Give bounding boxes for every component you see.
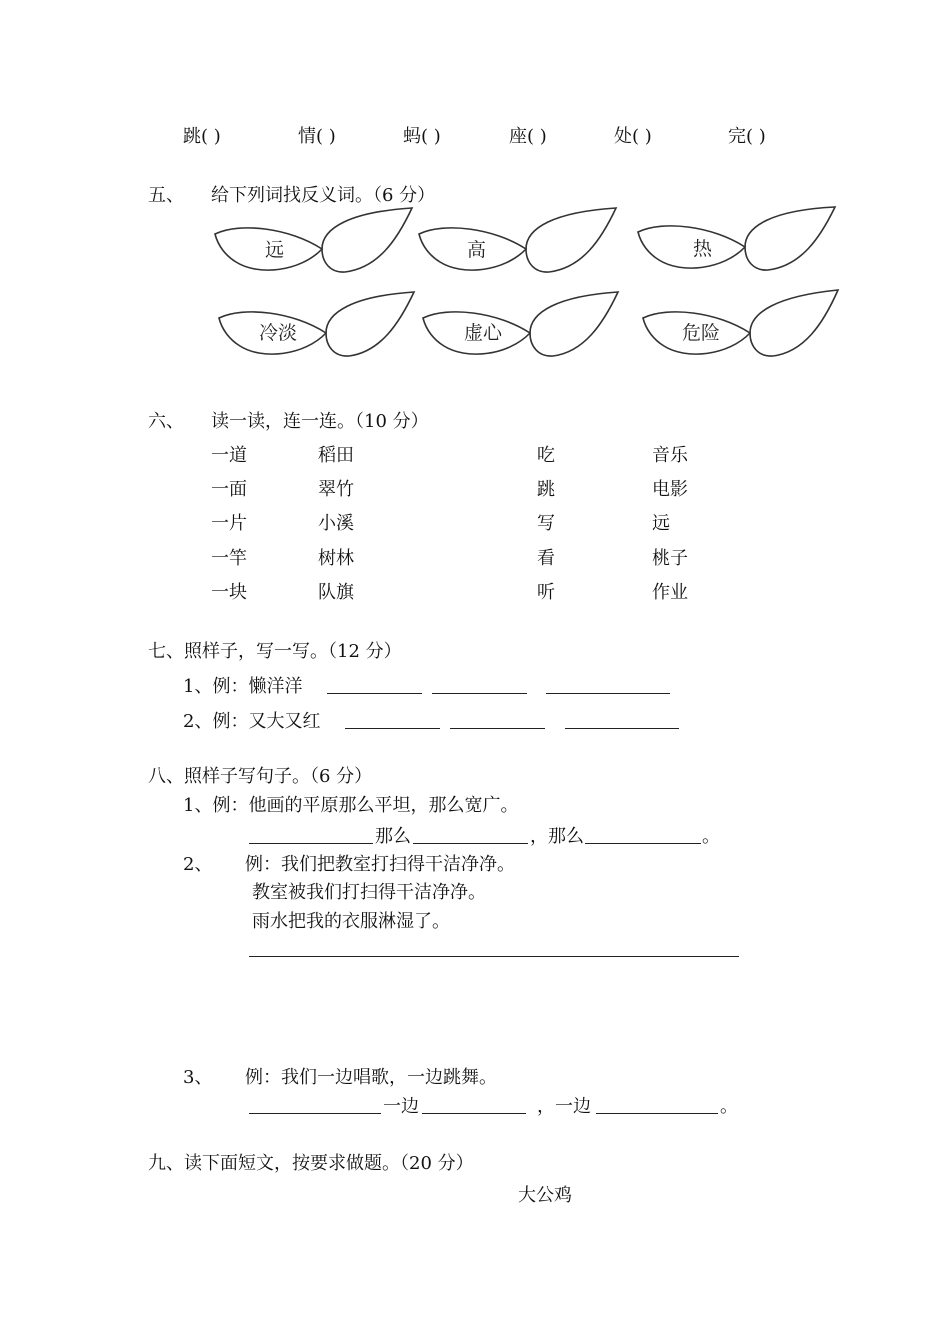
section-9-title: 九、读下面短文，按要求做题。（20 分） — [148, 1153, 474, 1174]
example-1-label: 1、例：懒洋洋 — [183, 676, 303, 697]
leaf-right — [745, 207, 835, 270]
connector-text: ，一边 — [537, 1096, 591, 1117]
leaf-word: 危险 — [682, 322, 721, 344]
leaf-right — [750, 290, 838, 356]
match-col2-item: 树林 — [318, 548, 354, 569]
leaf-word: 虚心 — [464, 322, 503, 344]
answer-blank[interactable] — [596, 1113, 718, 1114]
match-col4-item: 作业 — [652, 582, 688, 603]
sentence-example-1: 1、例：他画的平原那么平坦，那么宽广。 — [183, 795, 519, 816]
answer-blank[interactable] — [450, 728, 545, 729]
answer-blank[interactable] — [413, 843, 528, 844]
question-2-number: 2、 — [183, 854, 213, 875]
match-col1-item: 一块 — [211, 582, 247, 603]
section-5-number: 五、 — [148, 185, 184, 206]
match-col2-item: 队旗 — [318, 582, 354, 603]
match-col3-item: 看 — [537, 548, 555, 569]
match-col3-item: 跳 — [537, 479, 555, 500]
match-col3-item: 写 — [537, 513, 555, 534]
section-7-title: 七、照样子，写一写。（12 分） — [148, 641, 402, 662]
answer-blank[interactable] — [585, 843, 701, 844]
top-item: 情( ) — [298, 126, 336, 147]
leaf-right — [530, 292, 618, 356]
answer-blank[interactable] — [565, 728, 679, 729]
leaf-pair-1 — [215, 208, 412, 272]
leaf-right — [526, 208, 616, 272]
story-title: 大公鸡 — [518, 1185, 572, 1206]
leaf-right — [326, 292, 414, 356]
match-col2-item: 稻田 — [318, 445, 354, 466]
top-item: 完( ) — [728, 126, 766, 147]
match-col4-item: 桃子 — [652, 548, 688, 569]
leaf-word: 冷淡 — [259, 322, 298, 344]
answer-blank[interactable] — [249, 843, 373, 844]
leaf-word: 高 — [467, 239, 487, 261]
match-col2-item: 翠竹 — [318, 479, 354, 500]
match-col2-item: 小溪 — [318, 513, 354, 534]
sentence-task: 雨水把我的衣服淋湿了。 — [252, 911, 450, 932]
leaf-pair-4 — [219, 292, 414, 356]
match-col1-item: 一面 — [211, 479, 247, 500]
section-6-title: 读一读，连一连。（10 分） — [211, 411, 429, 432]
antonym-leaf-diagram — [0, 0, 950, 400]
match-col4-item: 音乐 — [652, 445, 688, 466]
answer-blank[interactable] — [345, 728, 440, 729]
top-item: 座( ) — [509, 126, 547, 147]
leaf-pair-6 — [643, 290, 838, 356]
match-col1-item: 一道 — [211, 445, 247, 466]
leaf-left — [638, 226, 745, 268]
sentence-example-2b: 教室被我们打扫得干洁净净。 — [252, 882, 486, 903]
leaf-pair-2 — [419, 208, 616, 272]
connector-text: 那么 — [375, 826, 411, 847]
example-2-label: 2、例：又大又红 — [183, 711, 321, 732]
leaf-pair-3 — [638, 207, 835, 270]
period-text: 。 — [702, 826, 720, 847]
answer-blank[interactable] — [422, 1113, 526, 1114]
leaf-pair-5 — [423, 292, 618, 356]
connector-text: 一边 — [383, 1096, 419, 1117]
period-text: 。 — [720, 1096, 738, 1117]
top-item: 跳( ) — [183, 126, 221, 147]
sentence-example-3: 例：我们一边唱歌，一边跳舞。 — [245, 1067, 497, 1088]
answer-blank[interactable] — [249, 1113, 381, 1114]
match-col4-item: 远 — [652, 513, 670, 534]
match-col1-item: 一片 — [211, 513, 247, 534]
question-3-number: 3、 — [183, 1067, 213, 1088]
answer-blank[interactable] — [546, 693, 670, 694]
leaf-word: 远 — [265, 239, 285, 261]
section-8-title: 八、照样子写句子。（6 分） — [148, 766, 373, 787]
leaf-right — [322, 208, 412, 272]
answer-blank[interactable] — [327, 693, 422, 694]
answer-blank[interactable] — [432, 693, 527, 694]
match-col3-item: 吃 — [537, 445, 555, 466]
top-item: 蚂( ) — [403, 126, 441, 147]
sentence-example-2: 例：我们把教室打扫得干洁净净。 — [245, 854, 515, 875]
match-col1-item: 一竿 — [211, 548, 247, 569]
leaf-word: 热 — [693, 238, 713, 260]
match-col4-item: 电影 — [652, 479, 688, 500]
top-item: 处( ) — [614, 126, 652, 147]
section-6-number: 六、 — [148, 411, 184, 432]
connector-text: ，那么 — [530, 826, 584, 847]
section-5-title: 给下列词找反义词。（6 分） — [211, 185, 436, 206]
answer-line[interactable] — [249, 956, 739, 957]
match-col3-item: 听 — [537, 582, 555, 603]
